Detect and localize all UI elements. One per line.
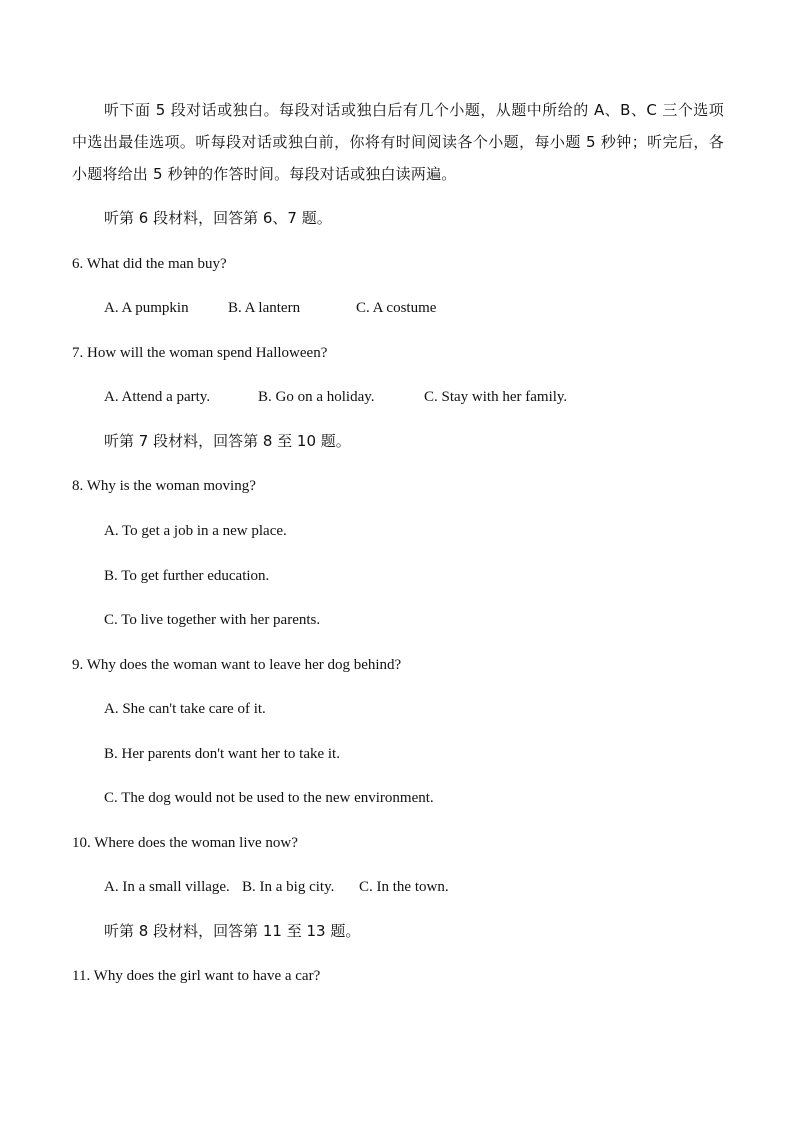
question-8-option-c: C. To live together with her parents. [104, 612, 321, 628]
question-10-option-c: C. In the town. [359, 879, 449, 895]
question-7-option-b: B. Go on a holiday. [258, 389, 375, 405]
question-8-option-b: B. To get further education. [104, 568, 270, 584]
section-7-heading: 听第 7 段材料，回答第 8 至 10 题。 [104, 432, 351, 450]
question-9-text: 9. Why does the woman want to leave her dog behind? [72, 657, 402, 673]
section-8-heading: 听第 8 段材料，回答第 11 至 13 题。 [104, 922, 361, 940]
question-7-option-a: A. Attend a party. [104, 389, 211, 405]
question-9-option-c: C. The dog would not be used to the new environment. [104, 790, 434, 806]
question-10-option-a: A. In a small village. [104, 879, 230, 895]
question-6-option-c: C. A costume [356, 300, 437, 316]
question-7-text: 7. How will the woman spend Halloween? [72, 345, 328, 361]
question-10-option-b: B. In a big city. [242, 879, 335, 895]
instructions-paragraph: 听下面 5 段对话或独白。每段对话或独白后有几个小题，从题中所给的 A、B、C 三个选项中选出最佳选项。听每段对话或独白前，你将有时间阅读各个小题，每小题 5 秒钟；听完后，各小题将给出 5 秒钟的作答时间。每段对话或独白读两遍。 [72, 101, 724, 183]
question-6-option-b: B. A lantern [228, 300, 301, 316]
question-10-text: 10. Where does the woman live now? [72, 835, 298, 851]
question-7-option-c: C. Stay with her family. [424, 389, 568, 405]
section-6-heading: 听第 6 段材料，回答第 6、7 题。 [104, 209, 332, 227]
question-8-text: 8. Why is the woman moving? [72, 478, 256, 494]
question-11-text: 11. Why does the girl want to have a car? [72, 968, 321, 984]
question-6-text: 6. What did the man buy? [72, 256, 227, 272]
question-9-option-a: A. She can't take care of it. [104, 701, 266, 717]
question-9-option-b: B. Her parents don't want her to take it. [104, 746, 340, 762]
question-6-option-a: A. A pumpkin [104, 300, 189, 316]
question-8-option-a: A. To get a job in a new place. [104, 523, 287, 539]
